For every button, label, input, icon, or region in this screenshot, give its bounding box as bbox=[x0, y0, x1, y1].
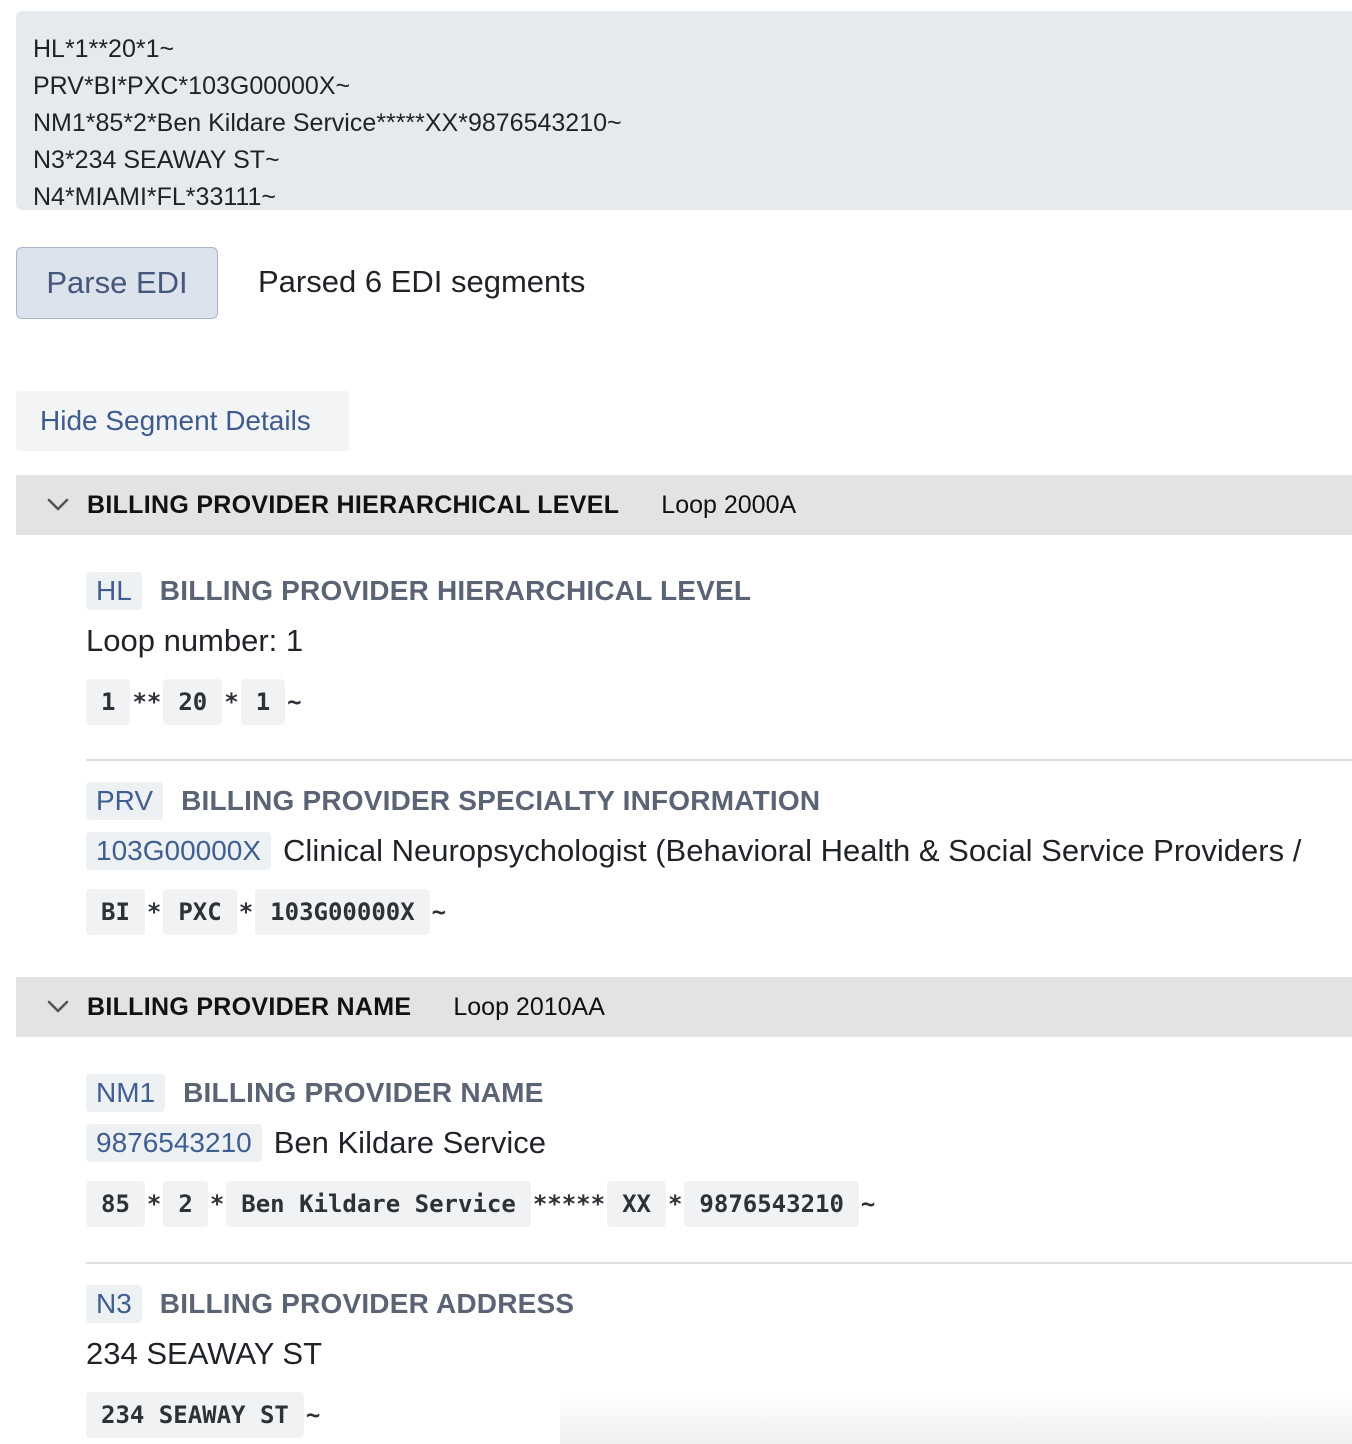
segment-separator: * bbox=[146, 898, 162, 926]
segment-n3 bbox=[86, 1284, 574, 1438]
chevron-down-icon bbox=[47, 1000, 69, 1014]
segment-description bbox=[86, 1332, 574, 1376]
segment-separator: ***** bbox=[532, 1190, 606, 1218]
parse-edi-button[interactable]: Parse EDI bbox=[16, 247, 218, 319]
description-text: Loop number: 1 bbox=[86, 623, 304, 658]
edi-line: N4*MIAMI*FL*33111~ bbox=[33, 183, 276, 210]
segment-separator: * bbox=[667, 1190, 683, 1218]
chevron-down-icon bbox=[47, 498, 69, 512]
npi-code-chip: 9876543210 bbox=[86, 1124, 262, 1162]
description-text: 234 SEAWAY ST bbox=[86, 1336, 323, 1371]
segment-raw bbox=[86, 889, 1301, 935]
segment-name: BILLING PROVIDER SPECIALTY INFORMATION bbox=[181, 785, 821, 816]
segment-element: 2 bbox=[163, 1181, 207, 1227]
segment-nm1 bbox=[86, 1073, 877, 1227]
segment-element: 234 SEAWAY ST bbox=[86, 1392, 304, 1438]
segment-element: 1 bbox=[86, 679, 130, 725]
segment-name: BILLING PROVIDER NAME bbox=[183, 1077, 544, 1108]
edi-line: PRV*BI*PXC*103G00000X~ bbox=[33, 72, 351, 100]
loop-title: BILLING PROVIDER NAME bbox=[87, 992, 412, 1021]
segment-raw bbox=[86, 1181, 877, 1227]
description-text: Clinical Neuropsychologist (Behavioral Health & Social Service Providers / bbox=[283, 833, 1302, 868]
segment-separator: ~ bbox=[860, 1190, 876, 1218]
segment-separator: * bbox=[146, 1190, 162, 1218]
segment-element: 20 bbox=[163, 679, 222, 725]
edi-input-textarea[interactable] bbox=[16, 11, 1352, 210]
loop-header-2010aa[interactable] bbox=[16, 977, 1352, 1037]
divider bbox=[86, 759, 1352, 761]
hide-segment-details-button[interactable]: Hide Segment Details bbox=[16, 391, 349, 451]
loop-number: Loop 2010AA bbox=[453, 992, 605, 1021]
taxonomy-code-chip: 103G00000X bbox=[86, 832, 271, 870]
loop-header-2000a[interactable] bbox=[16, 475, 1352, 535]
segment-raw bbox=[86, 679, 751, 725]
parse-status-text: Parsed 6 EDI segments bbox=[258, 264, 586, 299]
bottom-shadow bbox=[560, 1392, 1352, 1444]
segment-element: 1 bbox=[241, 679, 285, 725]
segment-description bbox=[86, 1121, 877, 1165]
edi-line: N3*234 SEAWAY ST~ bbox=[33, 146, 280, 174]
segment-separator: ~ bbox=[287, 688, 302, 716]
segment-separator: ~ bbox=[305, 1401, 321, 1429]
segment-separator: * bbox=[224, 688, 239, 716]
segment-raw bbox=[86, 1392, 574, 1438]
divider bbox=[86, 1262, 1352, 1264]
segment-description bbox=[86, 829, 1301, 873]
segment-separator: ~ bbox=[431, 898, 447, 926]
segment-tag: NM1 bbox=[86, 1074, 165, 1112]
segment-element: 103G00000X bbox=[255, 889, 430, 935]
segment-element: PXC bbox=[163, 889, 236, 935]
edi-line: NM1*85*2*Ben Kildare Service*****XX*9876543210~ bbox=[33, 109, 622, 137]
segment-tag: PRV bbox=[86, 782, 163, 820]
segment-element: XX bbox=[607, 1181, 666, 1227]
segment-element: Ben Kildare Service bbox=[226, 1181, 531, 1227]
segment-hl bbox=[86, 571, 751, 725]
segment-prv bbox=[86, 781, 1301, 935]
description-text: Ben Kildare Service bbox=[273, 1125, 546, 1160]
segment-separator: * bbox=[209, 1190, 225, 1218]
edi-line: HL*1**20*1~ bbox=[33, 35, 175, 63]
segment-separator: ** bbox=[132, 688, 162, 716]
segment-name: BILLING PROVIDER HIERARCHICAL LEVEL bbox=[159, 575, 752, 606]
segment-element: BI bbox=[86, 889, 145, 935]
segment-element: 9876543210 bbox=[684, 1181, 859, 1227]
segment-tag: HL bbox=[86, 572, 142, 610]
segment-tag: N3 bbox=[86, 1285, 142, 1323]
segment-name: BILLING PROVIDER ADDRESS bbox=[159, 1288, 575, 1319]
segment-separator: * bbox=[238, 898, 254, 926]
loop-number: Loop 2000A bbox=[661, 490, 797, 519]
loop-title: BILLING PROVIDER HIERARCHICAL LEVEL bbox=[87, 490, 620, 519]
segment-element: 85 bbox=[86, 1181, 145, 1227]
segment-description bbox=[86, 619, 751, 663]
